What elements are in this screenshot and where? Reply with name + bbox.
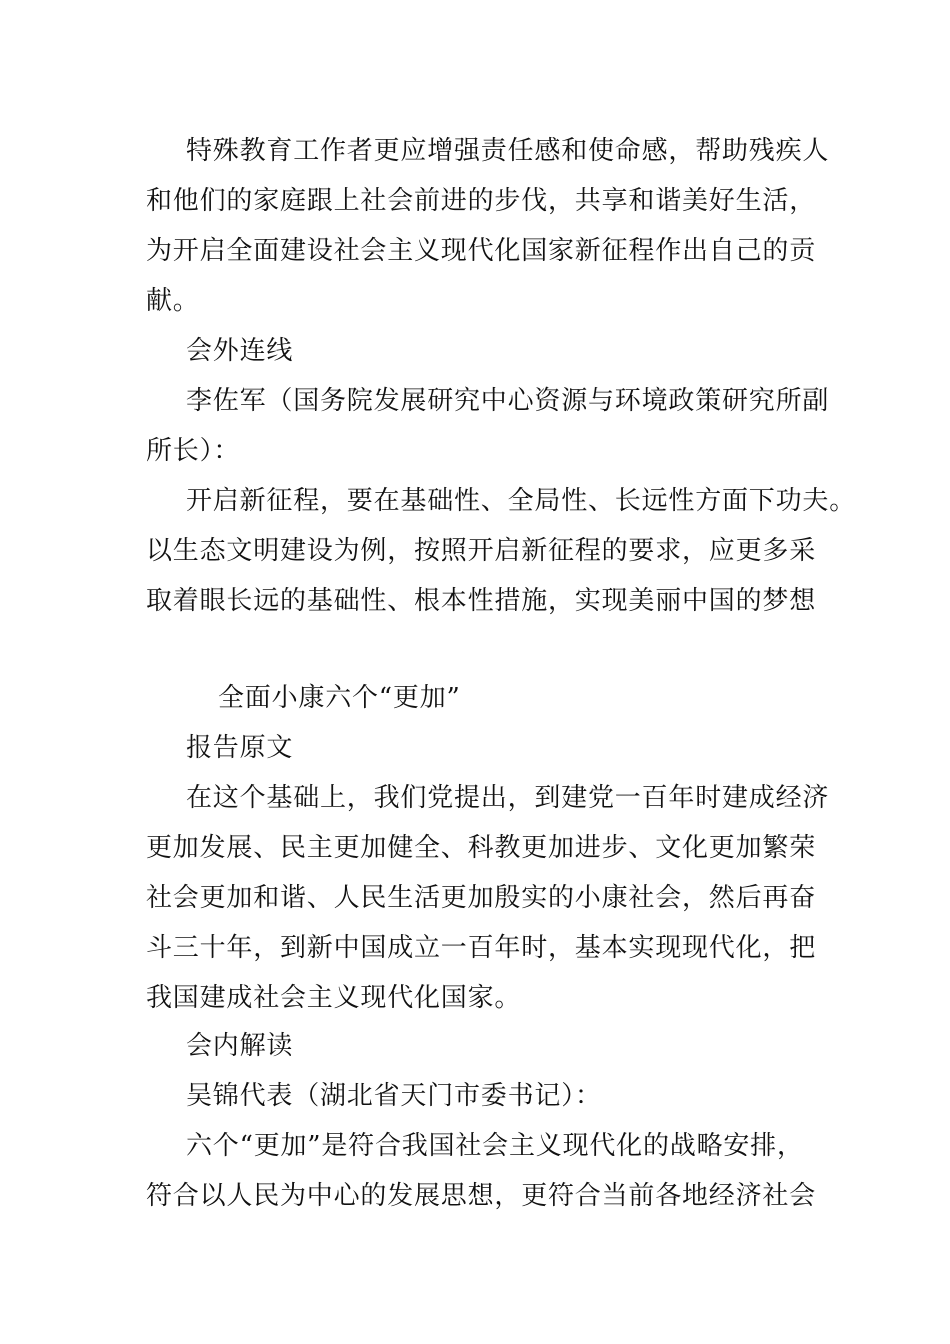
section-label: 会外连线 bbox=[186, 336, 294, 366]
paragraph-line: 开启新征程，要在基础性、全局性、长远性方面下功夫。 bbox=[186, 486, 857, 516]
paragraph-line: 献。 bbox=[146, 286, 200, 316]
paragraph-line: 以生态文明建设为例，按照开启新征程的要求，应更多采 bbox=[146, 536, 817, 566]
speaker-line: 吴锦代表（湖北省天门市委书记）： bbox=[186, 1081, 602, 1111]
paragraph-line: 六个“更加”是符合我国社会主义现代化的战略安排， bbox=[186, 1131, 804, 1161]
paragraph-line: 和他们的家庭跟上社会前进的步伐，共享和谐美好生活， bbox=[146, 186, 817, 216]
paragraph-line: 更加发展、民主更加健全、科教更加进步、文化更加繁荣 bbox=[146, 833, 817, 863]
paragraph-line: 社会更加和谐、人民生活更加殷实的小康社会，然后再奋 bbox=[146, 883, 817, 913]
section-label: 会内解读 bbox=[186, 1031, 294, 1061]
paragraph-line: 我国建成社会主义现代化国家。 bbox=[146, 983, 522, 1013]
section-title: 全面小康六个“更加” bbox=[218, 683, 461, 713]
section-label: 报告原文 bbox=[186, 733, 294, 763]
paragraph-line: 取着眼长远的基础性、根本性措施，实现美丽中国的梦想 bbox=[146, 586, 817, 616]
paragraph-line: 特殊教育工作者更应增强责任感和使命感，帮助残疾人 bbox=[186, 136, 830, 166]
paragraph-line: 符合以人民为中心的发展思想，更符合当前各地经济社会 bbox=[146, 1181, 817, 1211]
speaker-line: 所长）： bbox=[146, 436, 241, 466]
paragraph-line: 在这个基础上，我们党提出，到建党一百年时建成经济 bbox=[186, 783, 830, 813]
paragraph-line: 为开启全面建设社会主义现代化国家新征程作出自己的贡 bbox=[146, 236, 817, 266]
speaker-line: 李佐军（国务院发展研究中心资源与环境政策研究所副 bbox=[186, 386, 830, 416]
paragraph-line: 斗三十年，到新中国成立一百年时，基本实现现代化，把 bbox=[146, 933, 817, 963]
